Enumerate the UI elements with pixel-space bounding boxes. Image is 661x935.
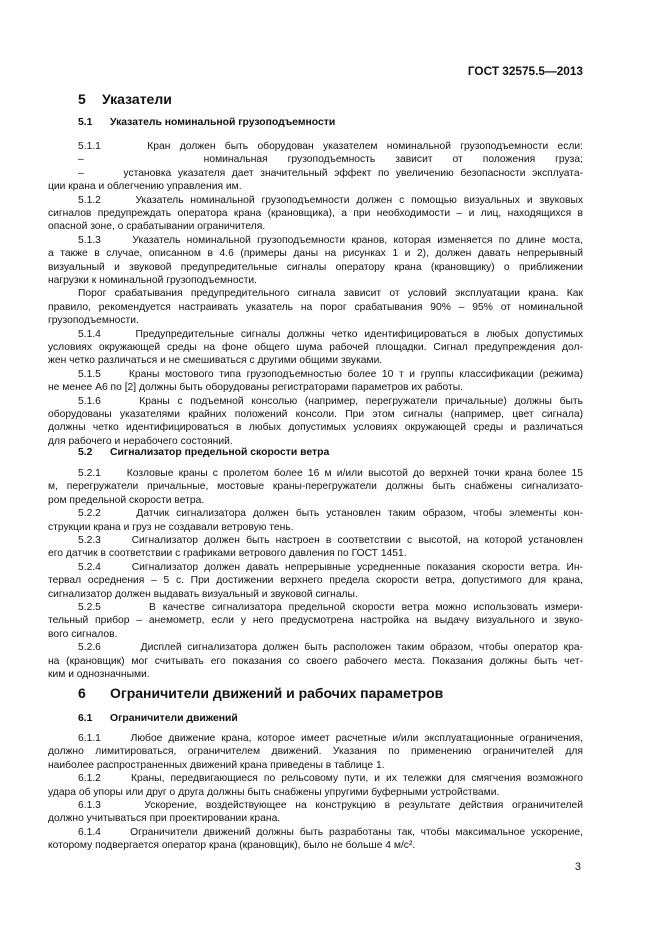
text-line: ции крана и облегчению управления им.: [48, 181, 242, 193]
page-number: 3: [574, 861, 581, 873]
text-line: 5.2.2 Датчик сигнализатора должен быть установлен таким образом, чтобы элементы кон-: [78, 508, 583, 520]
text-line: 5.1.5 Краны мостового типа грузоподъемностью более 10 т и группы классификации (режима): [78, 368, 583, 380]
text-line: наиболее распространенных движений крана приведены в таблице 1.: [48, 759, 385, 771]
text-line: 5.2.5 В качестве сигнализатора предельной скорости ветра можно использовать измери-: [78, 602, 583, 613]
text-line: удара об упоры или друг о друга должны быть снабжены упругими буферными устройствами.: [48, 786, 500, 798]
subsection-5-1-title: Указатель номинальной грузоподъемности: [110, 117, 336, 128]
subsection-5-1-number: 5.1: [78, 117, 93, 128]
text-line: 5.1.1 Кран должен быть оборудован указателем номинальной грузоподъемности если:: [78, 141, 583, 152]
text-line: 6.1.3 Ускорение, воздействующее на конструкцию в результате действия ограничителей: [78, 800, 583, 811]
text-line: 6.1.4 Ограничители движений должны быть разработаны так, чтобы максимальное ускорение,: [78, 826, 583, 838]
text-line: 6.1.2 Краны, передвигающиеся по рельсовому пути, и их тележки для смягчения возможного: [78, 773, 583, 785]
text-line: сигналов предупреждать оператора крана (крановщика), а при необходимости – и лиц, находящихся в: [48, 208, 583, 219]
text-line: для рабочего и нерабочего состояний.: [48, 435, 233, 447]
text-line: ким и однозначными.: [48, 669, 150, 680]
document-code-header: ГОСТ 32575.5—2013: [467, 64, 583, 78]
text-line: а также в случае, описанном в 4.6 (примеры даны на рисунках 1 и 2), должен давать непрерывный: [48, 248, 583, 260]
text-line: вого сигналов.: [48, 628, 118, 640]
text-line: 5.1.6 Краны с подъемной консолью (например, перегружатели причальные) должны быть: [78, 395, 583, 407]
text-line: его датчик в соответствии с графиками ветрового давления по ГОСТ 1451.: [48, 548, 407, 560]
text-line: должны четко идентифицироваться в любых допустимых условиях окружающей среды и различаться: [48, 422, 583, 434]
text-line: 6.1.1 Любое движение крана, которое имеет расчетные и/или эксплуатационные ограничения,: [78, 733, 583, 744]
text-line: опасной зоне, о срабатывании ограничителя.: [48, 221, 266, 233]
text-line: 5.1.2 Указатель номинальной грузоподъемности должен с помощью визуальных и звуковых: [78, 194, 583, 206]
text-line: – номинальная грузоподъемность зависит от положения груза;: [78, 154, 583, 166]
subsection-5-2-number: 5.2: [78, 447, 93, 458]
text-line: должно учитываться при проектировании крана.: [48, 813, 281, 825]
text-line: визуальный и звуковой предупредительные сигналы оператору крана (крановщику) о приближении: [48, 261, 583, 273]
section-6-title: Ограничители движений и рабочих параметров: [110, 685, 444, 701]
text-line: 5.2.3 Сигнализатор должен быть настроен в соответствии с высотой, на которой установлен: [78, 535, 583, 546]
text-line: жен четко различаться и не смешиваться с другими общими звуками.: [48, 355, 383, 367]
section-5-title: Указатели: [102, 91, 172, 107]
subsection-6-1-number: 6.1: [78, 713, 93, 724]
text-line: 5.1.4 Предупредительные сигналы должны четко идентифицироваться в любых допустимых: [78, 328, 583, 340]
text-line: оборудованы указателями крайних положений консоли. При этом сигналы (например, цвет сигнала): [48, 409, 583, 420]
text-line: нагрузки к номинальной грузоподъемности.: [48, 275, 258, 286]
text-line: не менее А6 по [2] должны быть оборудованы регистраторами параметров их работы.: [48, 382, 463, 394]
section-6-number: 6: [78, 685, 86, 701]
text-line: тервал осреднения – 5 с. При достижении верхнего предела скорости ветра, допустимого для крана,: [48, 575, 583, 587]
text-line: струкции крана и груз не создавали ветровую тень.: [48, 521, 294, 533]
text-line: правило, рекомендуется настраивать указатель на порог срабатывания 90% – 95% от номинальной: [48, 301, 583, 313]
text-line: 5.2.1 Козловые краны с пролетом более 16 м и/или высотой до верхней точки крана более 15: [78, 468, 583, 479]
subsection-5-2-title: Cигнализатор предельной скорости ветра: [110, 447, 330, 458]
text-line: тельный прибор – анемометр, если у него предусмотрена настройка на выдачу визуального и звуко-: [48, 615, 583, 627]
text-line: 5.1.3 Указатель номинальной грузоподъемности кранов, которая изменяется по длине моста,: [78, 234, 583, 246]
text-line: ром предельной скорости ветра.: [48, 494, 205, 506]
subsection-6-1-title: Ограничители движений: [110, 713, 238, 724]
text-line: м, перегружатели причальные, мостовые краны-перегружатели должны быть снабжены сигнализато-: [48, 481, 583, 493]
text-line: сигнализатор должен выдавать визуальный и звуковой сигналы.: [48, 588, 358, 600]
section-5-number: 5: [78, 91, 86, 107]
text-line: должно лимитироваться, ограничителем движений. Указания по применению ограничителей для: [48, 746, 583, 758]
text-line: условиях окружающей среды на фоне общего шума рабочей площадки. Сигнал предупреждения дол-: [48, 342, 583, 353]
text-line: Порог срабатывания предупредительного сигнала зависит от условий эксплуатации крана. Как: [78, 288, 583, 300]
text-line: 5.2.4 Сигнализатор должен давать непрерывные усредненные показания скорости ветра. Ин-: [78, 561, 583, 573]
text-line: грузоподъемности.: [48, 315, 139, 327]
text-line: которому подвергается оператор крана (крановщик), было не больше 4 м/с².: [48, 840, 416, 852]
text-line: на (крановщик) мог считывать его показания со своего рабочего места. Показания должны быть чет-: [48, 655, 583, 667]
text-line: 5.2.6 Дисплей сигнализатора должен быть расположен таким образом, чтобы оператор кра-: [78, 642, 583, 654]
text-line: – установка указателя дает значительный эффект по увеличению безопасности эксплуата-: [78, 167, 583, 179]
